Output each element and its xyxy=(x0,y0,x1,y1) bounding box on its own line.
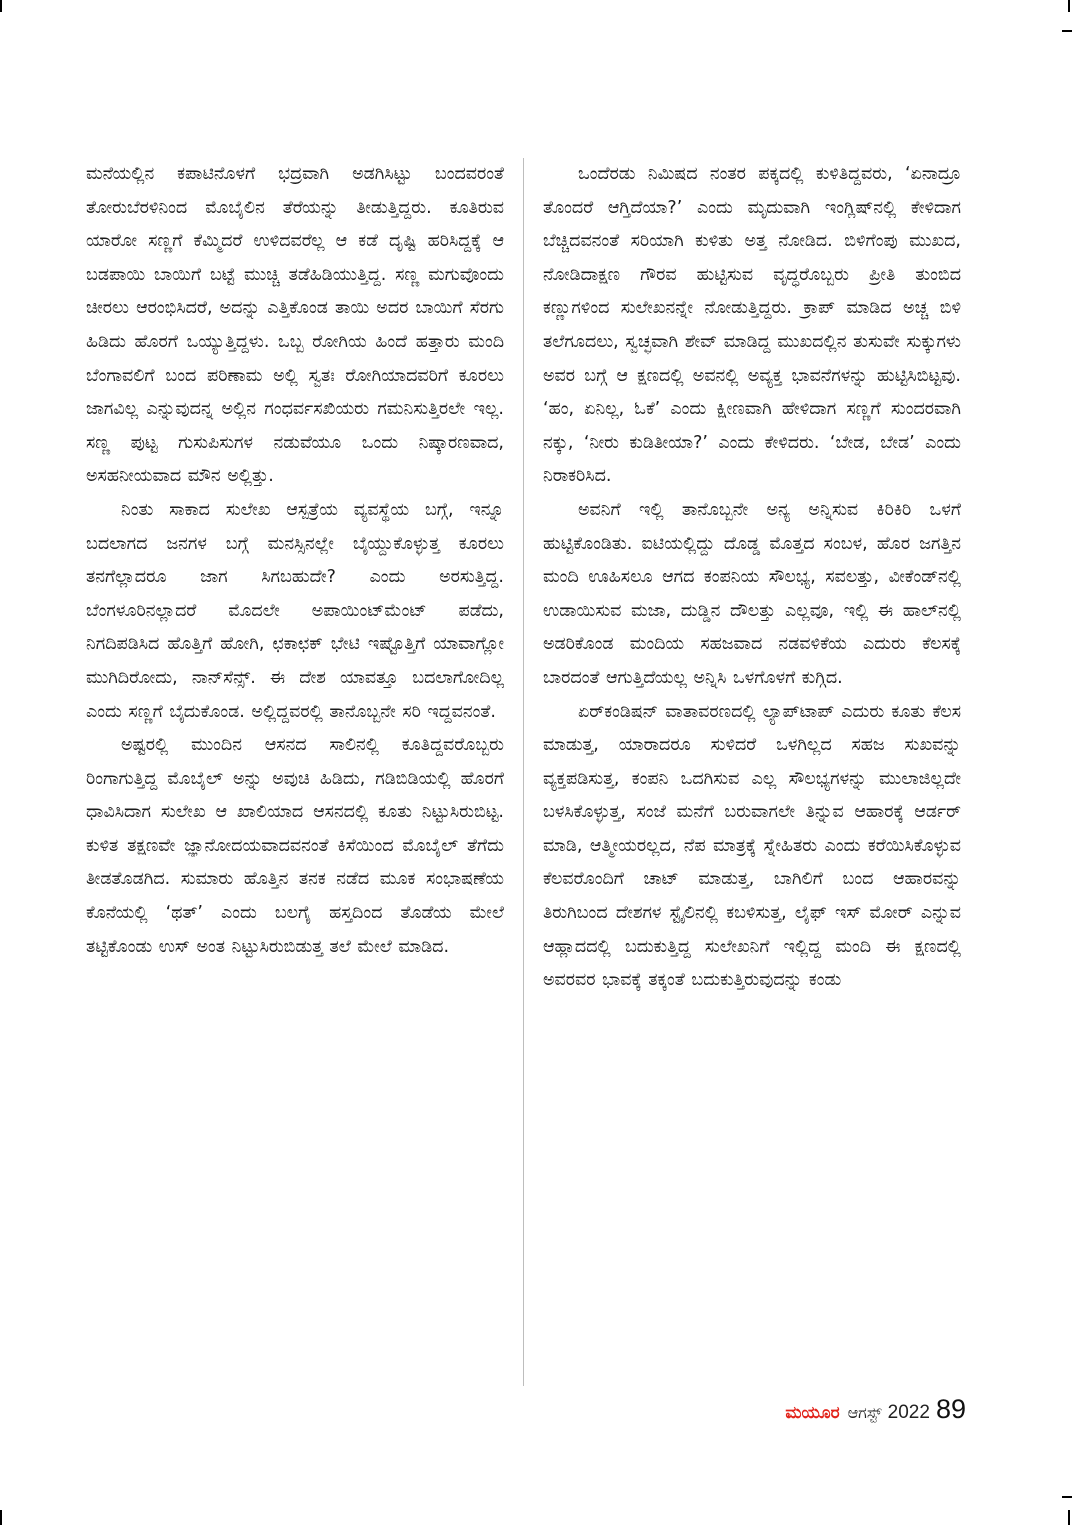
crop-mark-right-lower xyxy=(1062,1496,1072,1498)
crop-mark-bottom-right xyxy=(1068,1510,1070,1525)
crop-mark-bottom-left xyxy=(0,1510,2,1525)
column-divider xyxy=(523,158,524,1386)
page-footer xyxy=(700,1394,966,1430)
paragraph: ಒಂದೆರಡು ನಿಮಿಷದ ನಂತರ ಪಕ್ಕದಲ್ಲಿ ಕುಳಿತಿದ್ದವರು, ‘ಏನಾದ್ರೂ ತೊಂದರೆ ಆಗ್ತಿದೆಯಾ?’ ಎಂದು ಮೃದುವಾಗಿ ಇಂಗ್ಲಿಷ್‌ನಲ್ಲಿ ಕೇಳಿದಾಗ ಬೆಚ್ಚಿದವನಂತೆ ಸರಿಯಾಗಿ ಕುಳಿತು ಅತ್ತ ನೋಡಿದ. ಬಿಳಿಗೆಂಪು ಮುಖದ, ನೋಡಿದಾಕ್ಷಣ ಗೌರವ ಹುಟ್ಟಿಸುವ ವೃದ್ಧರೊಬ್ಬರು ಪ್ರೀತಿ ತುಂಬಿದ ಕಣ್ಣುಗಳಿಂದ ಸುಲೇಖನನ್ನೇ ನೋಡುತ್ತಿದ್ದರು. ಕ್ರಾಪ್ ಮಾಡಿದ ಅಚ್ಚ ಬಿಳಿ ತಲೆಗೂದಲು, ಸ್ವಚ್ಛವಾಗಿ ಶೇವ್ ಮಾಡಿದ್ದ ಮುಖದಲ್ಲಿನ ತುಸುವೇ ಸುಕ್ಕುಗಳು ಅವರ ಬಗ್ಗೆ ಆ ಕ್ಷಣದಲ್ಲಿ ಅವನಲ್ಲಿ ಅವ್ಯಕ್ತ ಭಾವನೆಗಳನ್ನು ಹುಟ್ಟಿಸಿಬಿಟ್ಟವು. ‘ಹಂ, ಏನಿಲ್ಲ, ಓಕೆ’ ಎಂದು ಕ್ಷೀಣವಾಗಿ ಹೇಳಿದಾಗ ಸಣ್ಣಗೆ ಸುಂದರವಾಗಿ ನಕ್ಕು, ‘ನೀರು ಕುಡಿತೀಯಾ?’ ಎಂದು ಕೇಳಿದರು. ‘ಬೇಡ, ಬೇಡ’ ಎಂದು ನಿರಾಕರಿಸಿದ. xyxy=(543,164,961,487)
right-column xyxy=(543,158,961,1386)
paragraph: ಅವನಿಗೆ ಇಲ್ಲಿ ತಾನೊಬ್ಬನೇ ಅನ್ಯ ಅನ್ನಿಸುವ ಕಿರಿಕಿರಿ ಒಳಗೆ ಹುಟ್ಟಿಕೊಂಡಿತು. ಐಟಿಯಲ್ಲಿದ್ದು ದೊಡ್ಡ ಮೊತ್ತದ ಸಂಬಳ, ಹೊರ ಜಗತ್ತಿನ ಮಂದಿ ಊಹಿಸಲೂ ಆಗದ ಕಂಪನಿಯ ಸೌಲಭ್ಯ, ಸವಲತ್ತು, ವೀಕೆಂಡ್‌ನಲ್ಲಿ ಉಡಾಯಿಸುವ ಮಜಾ, ದುಡ್ಡಿನ ದೌಲತ್ತು ಎಲ್ಲವೂ, ಇಲ್ಲಿ ಈ ಹಾಲ್‌ನಲ್ಲಿ ಅಡರಿಕೊಂಡ ಮಂದಿಯ ಸಹಜವಾದ ನಡವಳಿಕೆಯ ಎದುರು ಕೆಲಸಕ್ಕೆ ಬಾರದಂತೆ ಆಗುತ್ತಿದೆಯಲ್ಲ ಅನ್ನಿಸಿ ಒಳಗೊಳಗೆ ಕುಗ್ಗಿದ. xyxy=(543,499,961,688)
article-body xyxy=(86,158,968,1386)
paragraph: ಏರ್‌ಕಂಡಿಷನ್ ವಾತಾವರಣದಲ್ಲಿ ಲ್ಯಾಪ್‌ಟಾಪ್ ಎದುರು ಕೂತು ಕೆಲಸ ಮಾಡುತ್ತ, ಯಾರಾದರೂ ಸುಳಿದರೆ ಒಳಗಿಲ್ಲದ ಸಹಜ ಸುಖವನ್ನು ವ್ಯಕ್ತಪಡಿಸುತ್ತ, ಕಂಪನಿ ಒದಗಿಸುವ ಎಲ್ಲ ಸೌಲಭ್ಯಗಳನ್ನು ಮುಲಾಜಿಲ್ಲದೇ ಬಳಸಿಕೊಳ್ಳುತ್ತ, ಸಂಜೆ ಮನೆಗೆ ಬರುವಾಗಲೇ ತಿನ್ನುವ ಆಹಾರಕ್ಕೆ ಆರ್ಡರ್ ಮಾಡಿ, ಆತ್ಮೀಯರಲ್ಲದ, ನೆಪ ಮಾತ್ರಕ್ಕೆ ಸ್ನೇಹಿತರು ಎಂದು ಕರೆಯಿಸಿಕೊಳ್ಳುವ ಕೆಲವರೊಂದಿಗೆ ಚಾಟ್ ಮಾಡುತ್ತ, ಬಾಗಿಲಿಗೆ ಬಂದ ಆಹಾರವನ್ನು ತಿರುಗಿಬಂದ ದೇಶಗಳ ಸ್ಟೈಲಿನಲ್ಲಿ ಕಬಳಿಸುತ್ತ, ಲೈಫ್ ಇಸ್ ಮೋರ್ ಎನ್ನುವ ಆಹ್ಲಾದದಲ್ಲಿ ಬದುಕುತ್ತಿದ್ದ ಸುಲೇಖನಿಗೆ ಇಲ್ಲಿದ್ದ ಮಂದಿ ಈ ಕ್ಷಣದಲ್ಲಿ ಅವರವರ ಭಾವಕ್ಕೆ ತಕ್ಕಂತೆ ಬದುಕುತ್ತಿರುವುದನ್ನು ಕಂಡು xyxy=(543,701,961,991)
crop-mark-top-left xyxy=(0,0,2,12)
paragraph: ಅಷ್ಟರಲ್ಲಿ ಮುಂದಿನ ಆಸನದ ಸಾಲಿನಲ್ಲಿ ಕೂತಿದ್ದವರೊಬ್ಬರು ರಿಂಗಾಗುತ್ತಿದ್ದ ಮೊಬೈಲ್ ಅನ್ನು ಅವುಚಿ ಹಿಡಿದು, ಗಡಿಬಿಡಿಯಲ್ಲಿ ಹೊರಗೆ ಧಾವಿಸಿದಾಗ ಸುಲೇಖ ಆ ಖಾಲಿಯಾದ ಆಸನದಲ್ಲಿ ಕೂತು ನಿಟ್ಟುಸಿರುಬಿಟ್ಟ. ಕುಳಿತ ತಕ್ಷಣವೇ ಜ್ಞಾನೋದಯವಾದವನಂತೆ ಕಿಸೆಯಿಂದ ಮೊಬೈಲ್ ತೆಗೆದು ತೀಡತೊಡಗಿದ. ಸುಮಾರು ಹೊತ್ತಿನ ತನಕ ನಡೆದ ಮೂಕ ಸಂಭಾಷಣೆಯ ಕೊನೆಯಲ್ಲಿ ‘ಥತ್’ ಎಂದು ಬಲಗೈ ಹಸ್ತದಿಂದ ತೊಡೆಯ ಮೇಲೆ ತಟ್ಟಿಕೊಂಡು ಉಸ್ ಅಂತ ನಿಟ್ಟುಸಿರುಬಿಡುತ್ತ ತಲೆ ಮೇಲೆ ಮಾಡಿದ. xyxy=(86,735,504,957)
magazine-name: ಮಯೂರ xyxy=(785,1403,840,1423)
crop-mark-right-upper xyxy=(1062,30,1072,32)
paragraph: ಮನೆಯಲ್ಲಿನ ಕಪಾಟಿನೊಳಗೆ ಭದ್ರವಾಗಿ ಅಡಗಿಸಿಟ್ಟು ಬಂದವರಂತೆ ತೋರುಬೆರಳಿನಿಂದ ಮೊಬೈಲಿನ ತೆರೆಯನ್ನು ತೀಡುತ್ತಿದ್ದರು. ಕೂತಿರುವ ಯಾರೋ ಸಣ್ಣಗೆ ಕೆಮ್ಮಿದರೆ ಉಳಿದವರೆಲ್ಲ ಆ ಕಡೆ ದೃಷ್ಟಿ ಹರಿಸಿದ್ದಕ್ಕೆ ಆ ಬಡಪಾಯಿ ಬಾಯಿಗೆ ಬಟ್ಟೆ ಮುಚ್ಚಿ ತಡೆಹಿಡಿಯುತ್ತಿದ್ದ. ಸಣ್ಣ ಮಗುವೊಂದು ಚೀರಲು ಆರಂಭಿಸಿದರೆ, ಅದನ್ನು ಎತ್ತಿಕೊಂಡ ತಾಯಿ ಅದರ ಬಾಯಿಗೆ ಸೆರಗು ಹಿಡಿದು ಹೊರಗೆ ಒಯ್ಯುತ್ತಿದ್ದಳು. ಒಬ್ಬ ರೋಗಿಯ ಹಿಂದೆ ಹತ್ತಾರು ಮಂದಿ ಬೆಂಗಾವಲಿಗೆ ಬಂದ ಪರಿಣಾಮ ಅಲ್ಲಿ ಸ್ವತಃ ರೋಗಿಯಾದವರಿಗೆ ಕೂರಲು ಜಾಗವಿಲ್ಲ ಎನ್ನುವುದನ್ನ ಅಲ್ಲಿನ ಗಂಧರ್ವಸಖಿಯರು ಗಮನಿಸುತ್ತಿರಲೇ ಇಲ್ಲ. ಸಣ್ಣ ಪುಟ್ಟ ಗುಸುಪಿಸುಗಳ ನಡುವೆಯೂ ಒಂದು ನಿಷ್ಕಾರಣವಾದ, ಅಸಹನೀಯವಾದ ಮೌನ ಅಲ್ಲಿತ್ತು. xyxy=(86,164,504,487)
issue-month: ಆಗಸ್ಟ್ xyxy=(847,1403,882,1422)
left-column xyxy=(86,158,504,1386)
crop-mark-top-right xyxy=(1068,0,1070,12)
page-number: 89 xyxy=(935,1394,966,1424)
paragraph: ನಿಂತು ಸಾಕಾದ ಸುಲೇಖ ಆಸ್ಪತ್ರೆಯ ವ್ಯವಸ್ಥೆಯ ಬಗ್ಗೆ, ಇನ್ನೂ ಬದಲಾಗದ ಜನಗಳ ಬಗ್ಗೆ ಮನಸ್ಸಿನಲ್ಲೇ ಬೈಯ್ದುಕೊಳ್ಳುತ್ತ ಕೂರಲು ತನಗೆಲ್ಲಾದರೂ ಜಾಗ ಸಿಗಬಹುದೇ? ಎಂದು ಅರಸುತ್ತಿದ್ದ. ಬೆಂಗಳೂರಿನಲ್ಲಾದರೆ ಮೊದಲೇ ಅಪಾಯಿಂಟ್‌ಮೆಂಟ್ ಪಡೆದು, ನಿಗದಿಪಡಿಸಿದ ಹೊತ್ತಿಗೆ ಹೋಗಿ, ಛಕಾಛಕ್ ಭೇಟಿ ಇಷ್ಟೊತ್ತಿಗೆ ಯಾವಾಗ್ಲೋ ಮುಗಿದಿರೋದು, ನಾನ್‌ಸೆನ್ಸ್. ಈ ದೇಶ ಯಾವತ್ತೂ ಬದಲಾಗೋದಿಲ್ಲ ಎಂದು ಸಣ್ಣಗೆ ಬೈದುಕೊಂಡ. ಅಲ್ಲಿದ್ದವರಲ್ಲಿ ತಾನೊಬ್ಬನೇ ಸರಿ ಇದ್ದವನಂತೆ. xyxy=(86,499,504,722)
issue-year: 2022 xyxy=(887,1402,930,1423)
